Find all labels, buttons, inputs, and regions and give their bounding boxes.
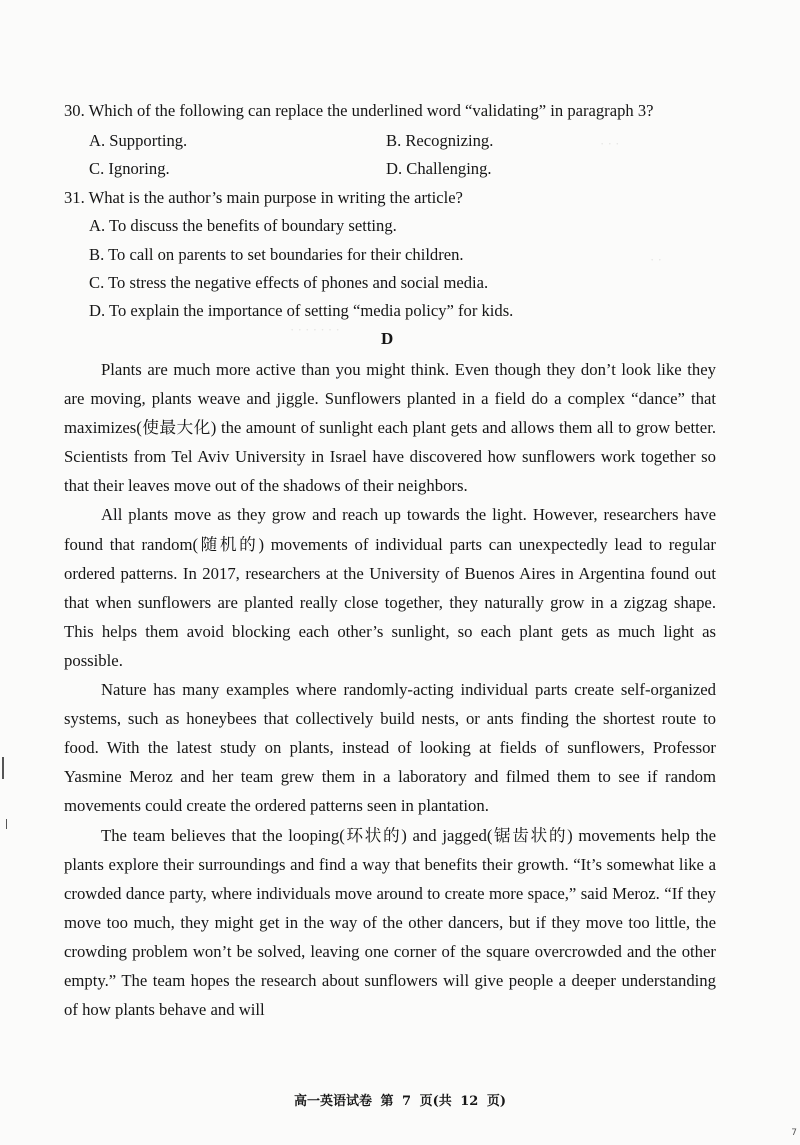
question-31-stem: 31. What is the author’s main purpose in writing the article? [64, 188, 463, 207]
passage-paragraph-2: All plants move as they grow and reach up towards the light. However, researchers have found that random(随机的) movements of individual parts can unexpectedly lead to regular ordered patterns. In 2017, researchers at the University of Buenos Aires in Argentina found out that when sunflowers are planted really close together, they naturally grow in a zigzag shape. This helps them avoid blocking each other’s sunlight, so each plant gets as much light as possible. [64, 505, 716, 670]
question-30-option-a: A. Supporting. [89, 131, 188, 150]
scan-artifact [6, 819, 7, 829]
corner-page-number: 7 [791, 1128, 797, 1138]
passage-paragraph-3: Nature has many examples where randomly-acting individual parts create self-organized systems, such as honeybees that collectively build nests, or ants finding the shortest route to food. With the latest study on plants, instead of looking at fields of sunflowers, Professor Yasmine Meroz and her team grew them in a laboratory and filmed them to see if random movements could create the ordered patterns seen in plantation. [64, 680, 716, 816]
question-30-option-c: C. Ignoring. [89, 159, 170, 178]
scan-artifact [2, 757, 4, 779]
section-heading: D [381, 329, 394, 348]
question-30-stem: 30. Which of the following can replace the underlined word “validating” in paragraph 3? [64, 101, 654, 120]
reading-passage [64, 355, 716, 1024]
question-31-option-b: B. To call on parents to set boundaries for their children. [89, 245, 464, 264]
question-31-option-c: C. To stress the negative effects of phones and social media. [89, 273, 489, 292]
question-31-option-d: D. To explain the importance of setting “media policy” for kids. [89, 301, 514, 320]
show-through-mark: · · [650, 252, 662, 267]
show-through-mark: · · · [600, 136, 620, 151]
show-through-mark: · · · · · · · [290, 322, 340, 337]
passage-paragraph-4: The team believes that the looping(环状的) and jagged(锯齿状的) movements help the plants explore their surroundings and find a way that benefits their growth. “It’s somewhat like a crowded dance party, where individuals move around to create more space,” said Meroz. “If they move too much, they might get in the way of the other dancers, but if they move too little, the crowding problem won’t be solved, leaving one corner of the square overcrowded and the other empty.” The team hopes the research about sunflowers will give people a deeper understanding of how plants behave and will [64, 825, 716, 1020]
question-31-option-a: A. To discuss the benefits of boundary setting. [89, 216, 397, 235]
page-footer: 高一英语试卷 第 7 页(共 12 页) [293, 1094, 507, 1109]
passage-paragraph-1: Plants are much more active than you might think. Even though they don’t look like they are moving, plants weave and jiggle. Sunflowers planted in a field do a complex “dance” that maximizes(使最大化) the amount of sunlight each plant gets and allows them all to grow better. Scientists from Tel Aviv University in Israel have discovered how sunflowers work together so that their leaves move out of the shadows of their neighbors. [64, 360, 716, 496]
question-30-option-b: B. Recognizing. [386, 131, 494, 150]
question-30-option-d: D. Challenging. [386, 159, 492, 178]
